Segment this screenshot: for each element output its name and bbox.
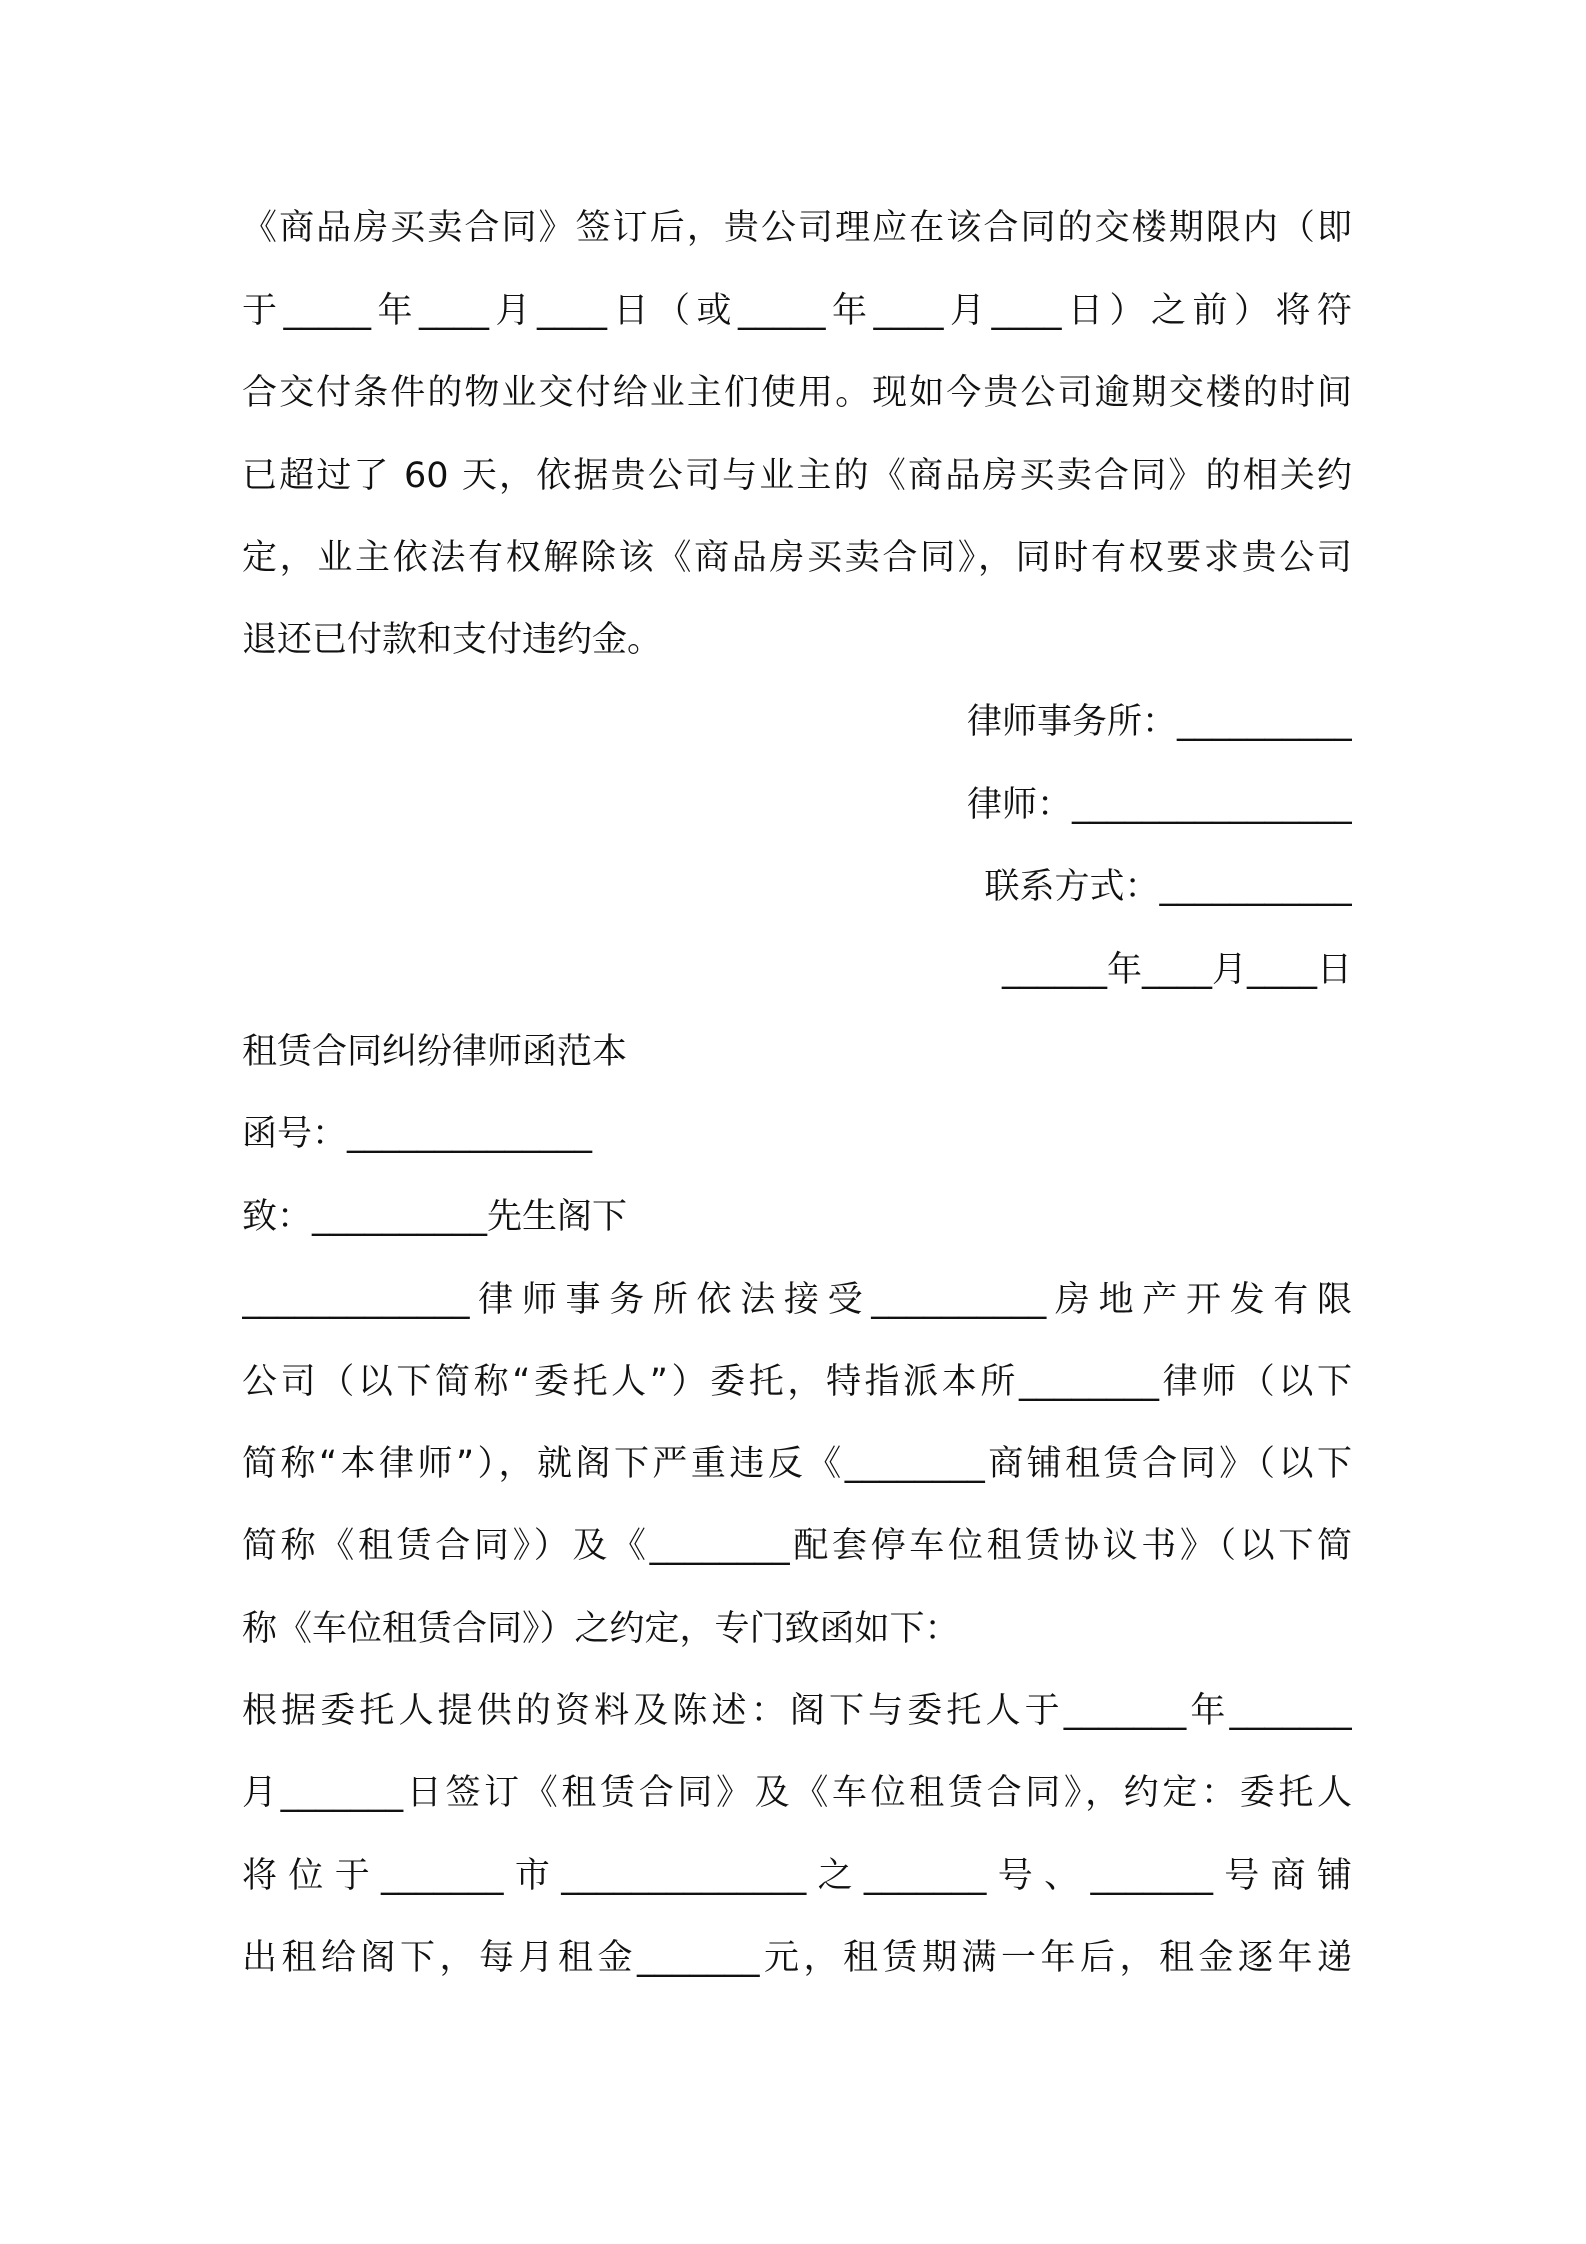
paragraph-line: 退还已付款和支付违约金。 — [242, 620, 663, 660]
letter-number-field: 函号：______________ — [242, 1114, 593, 1154]
paragraph-line: 简称《租赁合同》）及《________配套停车位租赁协议书》（以下简 — [242, 1526, 1352, 1566]
paragraph-line: 于_____年____月____日（或_____年____月____日）之前）将符 — [242, 291, 1352, 331]
paragraph-line: 简称“本律师”），就阁下严重违反《________商铺租赁合同》（以下 — [242, 1444, 1352, 1484]
recipient-line: 致：__________先生阁下 — [242, 1197, 628, 1237]
paragraph-line: 合交付条件的物业交付给业主们使用。现如今贵公司逾期交楼的时间 — [242, 373, 1352, 413]
paragraph-line: 称《车位租赁合同》）之约定，专门致函如下： — [242, 1609, 960, 1649]
paragraph-line: 月_______日签订《租赁合同》及《车位租赁合同》，约定：委托人 — [242, 1773, 1352, 1813]
paragraph-line: 已超过了 60 天，依据贵公司与业主的《商品房买卖合同》的相关约 — [242, 456, 1352, 496]
paragraph-line: 根据委托人提供的资料及陈述：阁下与委托人于_______年_______ — [242, 1691, 1352, 1731]
lawyer-signature-field: 律师：________________ — [966, 785, 1352, 825]
contact-field: 联系方式：___________ — [984, 867, 1352, 907]
paragraph-line: 定，业主依法有权解除该《商品房买卖合同》，同时有权要求贵公司 — [242, 538, 1352, 578]
date-field: ______年____月____日 — [1001, 950, 1352, 990]
paragraph-line: 将位于_______市______________之_______号、_______号商铺 — [242, 1856, 1352, 1896]
paragraph-line: 《商品房买卖合同》签订后，贵公司理应在该合同的交楼期限内（即 — [242, 208, 1352, 248]
section-title: 租赁合同纠纷律师函范本 — [242, 1032, 628, 1072]
paragraph-line: 出租给阁下，每月租金_______元，租赁期满一年后，租金逐年递 — [242, 1938, 1352, 1978]
paragraph-line: _____________律师事务所依法接受__________房地产开发有限 — [242, 1280, 1352, 1320]
paragraph-line: 公司（以下简称“委托人”）委托，特指派本所________律师（以下 — [242, 1362, 1352, 1402]
law-firm-signature-field: 律师事务所：__________ — [966, 702, 1352, 742]
